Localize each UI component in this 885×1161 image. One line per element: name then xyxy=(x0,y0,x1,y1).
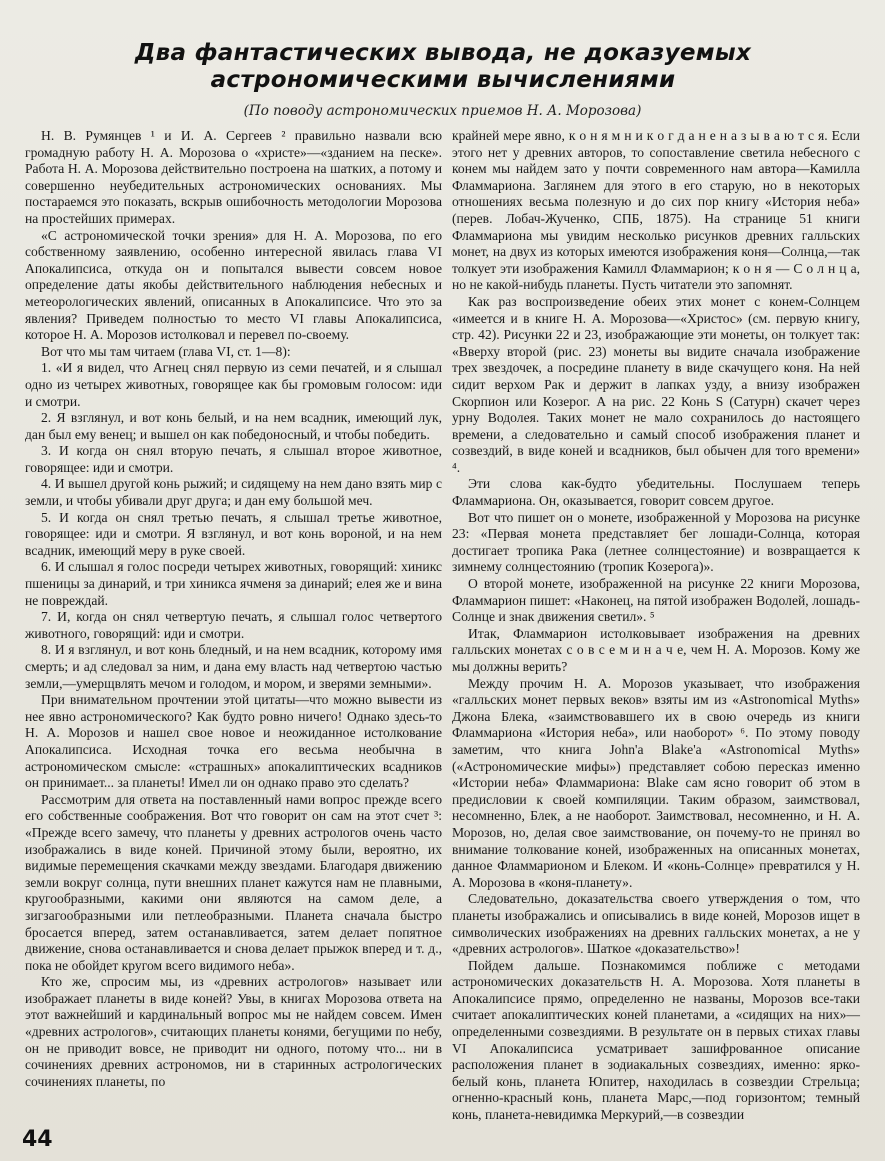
paragraph: Как раз воспроизведение обеих этих монет с конем-Солнцем «имеется и в книге Н. А. Морозова—«Христос» (см. первую книгу, стр. 42). Рисунки 22 и 23, изображающие эти монеты, он толкует так: «Вверху второй (рис. 23) монеты вы видите сначала изображение трех звездочек, а посредине планету в виде скачущего коня. На ней сидит верхом Рак и держит в лапках узду, а внизу изображен Скорпион или Козерог. А на рис. 22 Конь S (Сатурн) скачет через урну Водолея. Таких монет не мало сохранилось до настоящего времени, а следовательно и самый способ изображения планет и созвездий, в виде коней и всадников, был обычен для того времени» ⁴. xyxy=(452,293,860,475)
paragraph: Пойдем дальше. Познакомимся поближе с методами астрономических доказательств Н. А. Морозова. Хотя планеты в Апокалипсисе прямо, определенно не названы, Морозов все-таки считает апокалиптических коней планетами, а «сидящих на них»—определенными созвездиями. В результате он в первых стихах главы VI Апокалипсиса усматривает зашифрованное описание расположения планет в зодиакальных созвездиях, именно: ярко-белый конь, планета Юпитер, находилась в созвездии Стрельца; огненно-красный конь, планета Марс,—под горизонтом; темный конь, планета-невидимка Меркурий,—в созвездии xyxy=(452,957,860,1123)
left-column xyxy=(25,128,442,1090)
article-title: Два фантастических вывода, не доказуемых астрономическими вычислениями xyxy=(134,40,752,93)
paragraph: 3. И когда он снял вторую печать, я слышал второе животное, говорящее: иди и смотри. xyxy=(25,443,442,475)
paragraph: Следовательно, доказательства своего утверждения о том, что планеты изображались и описывались в виде коней, Морозов ищет в символических изображениях на древних галльских монетах, а не у «древних астрологов». Шаткое «доказательство»! xyxy=(452,891,860,957)
paragraph: Кто же, спросим мы, из «древних астрологов» называет или изображает планеты в виде коней? Увы, в книгах Морозова ответа на этот важнейший и кардинальный вопрос мы не найдем совсем. Имен «древних астрологов», считающих планеты конями, бегущими по небу, он не приводит вовсе, не приводит ни одного, потому что... ни в сочинениях древних астрономов, ни в старинных астрологических сочинениях планеты, по xyxy=(25,974,442,1089)
paragraph: О второй монете, изображенной на рисунке 22 книги Морозова, Фламмарион пишет: «Наконец, на пятой изображен Водолей, лошадь-Солнце и знак движения светил». ⁵ xyxy=(452,576,860,625)
paragraph: 2. Я взглянул, и вот конь белый, и на нем всадник, имеющий лук, дан был ему венец; и вышел он как победоносный, и чтобы победить. xyxy=(25,410,442,442)
paragraph: «С астрономической точки зрения» для Н. А. Морозова, по его собственному заявлению, особенно интересной явилась глава VI Апокалипсиса, откуда он и попытался вывести совсем новое определение даты якобы действительного наблюдения небесных и метеорологических явлений, описанных в Апокалипсисе. Что это за явления? Приведем полностью то место VI главы Апокалипсиса, которое Н. А. Морозов истолковал и перевел по-своему. xyxy=(25,227,442,343)
paragraph: Между прочим Н. А. Морозов указывает, что изображения «галльских монет первых веков» взяты им из «Astronomical Myths» Джона Блека, «заимствовавшего их в свою очередь из книги Фламмариона «История неба», или наоборот» ⁶. По этому поводу заметим, что книга John'a Blake'a «Astronomical Myths» («Астрономические мифы») представляет собою пересказ именно «Истории неба» Фламмариона: Blake сам ясно говорит об этом в предисловии к своей компиляции. Таким образом, заимствовал, несомненно, Блек, а не наоборот. Заимствовал, несомненно, и Н. А. Морозов, но, делая свое заимствование, он почему-то не принял во внимание толкование коней, изображенных на описанных монетах, данное Фламмарионом и Блеком. И «конь-Солнце» превратился у Н. А. Морозова в «коня-планету». xyxy=(452,675,860,890)
page-number: 44 xyxy=(22,1127,53,1152)
paragraph: 6. И слышал я голос посреди четырех животных, говорящий: хиникс пшеницы за динарий, и три хиникса ячменя за динарий; елея же и вина не повреждай. xyxy=(25,559,442,608)
paragraph: крайней мере явно, к о н я м н и к о г д а н е н а з ы в а ю т с я. Если этого нет у древних авторов, то сопоставление светила небесного с конем мы найдем зато у почти современного нам автора—Камилла Фламмариона. Заглянем для этого в его старую, но в некоторых отношениях весьма полезную и до сих пор книгу «История неба» (перев. Лобач-Жученко, СПБ, 1875). На странице 51 книги Фламмариона мы увидим несколько рисунков древних галльских монет, на двух из которых имеются изображения коня—Солнца,—так толкует эти изображения Камилл Фламмарион; к о н я — С о л н ц а, но не какой-нибудь планеты. Пусть читатели это запомнят. xyxy=(452,128,860,293)
paragraph: Вот что мы там читаем (глава VI, ст. 1—8): xyxy=(41,343,291,359)
paragraph: При внимательном прочтении этой цитаты—что можно вывести из нее явно астрономического? Как будто ровно ничего! Однако здесь-то Н. А. Морозов и нашел свое новое и неожиданное истолкование Апокалипсиса. Исходная точка его весьма необычна в астрономическом смысле: «страшных» апокалиптических всадников он принимает... за планеты! Имел ли он однако право это сделать? xyxy=(25,692,442,791)
paragraph: 8. И я взглянул, и вот конь бледный, и на нем всадник, которому имя смерть; и ад следовал за ним, и дана ему власть над четвертою частью земли,—умерщвлять мечом и голодом, и мором, и зверями земными». xyxy=(25,642,442,691)
paragraph: 5. И когда он снял третью печать, я слышал третье животное, говорящее: иди и смотри. Я взглянул, и вот конь вороной, и на нем всадник, имеющий меру в руке своей. xyxy=(25,509,442,558)
paragraph: 4. И вышел другой конь рыжий; и сидящему на нем дано взять мир с земли, и чтобы убивали друг друга; и дан ему большой меч. xyxy=(25,476,442,509)
paragraph: Итак, Фламмарион истолковывает изображения на древних галльских монетах с о в с е м и н а ч е, чем Н. А. Морозов. Кому же мы должны верить? xyxy=(452,625,860,674)
paragraph: Н. В. Румянцев ¹ и И. А. Сергеев ² правильно назвали всю громадную работу Н. А. Морозова о «христе»—«зданием на песке». Работа Н. А. Морозова действительно построена на шатких, а потому и совершенно неубедительных астрономических основаниях. Мы постараемся это показать, вскрыв ошибочность методологии Морозова на простейших примерах. xyxy=(25,128,442,226)
paragraph: Вот что пишет он о монете, изображенной у Морозова на рисунке 23: «Первая монета представляет бег лошади-Солнца, которая достигает тропика Рака (летнее солнцестояние) и возвращается к зимнему солнцестоянию (тропик Козерога)». xyxy=(452,509,860,575)
paragraph: Эти слова как-будто убедительны. Послушаем теперь Фламмариона. Он, оказывается, говорит совсем другое. xyxy=(452,476,860,509)
right-column xyxy=(452,128,860,1124)
article-subtitle: (По поводу астрономических приемов Н. А. Морозова) xyxy=(243,103,642,119)
paragraph: Рассмотрим для ответа на поставленный нами вопрос прежде всего его собственные соображения. Вот что говорит он сам на этот счет ³: «Прежде всего замечу, что планеты у древних астрологов очень часто изображались в виде коней. Причиной этому были, вероятно, их видимые перемещения скачками между звездами. Благодаря движению земли вокруг солнца, пути внешних планет кажутся нам не плавными, кругообразными, какими они являются на самом деле, а зигзагообразными или петлеобразными. Планета сначала быстро бросается вперед, затем останавливается, затем делает попятное движение, снова останавливается и снова делает прыжок вперед и т. д., пока не обойдет кругом всего видимого неба». xyxy=(25,791,442,973)
paragraph: 1. «И я видел, что Агнец снял первую из семи печатей, и я слышал одно из четырех животных, говорящее как бы громовым голосом: иди и смотри. xyxy=(25,360,442,409)
paragraph: 7. И, когда он снял четвертую печать, я слышал голос четвертого животного, говорящий: иди и смотри. xyxy=(25,609,442,641)
